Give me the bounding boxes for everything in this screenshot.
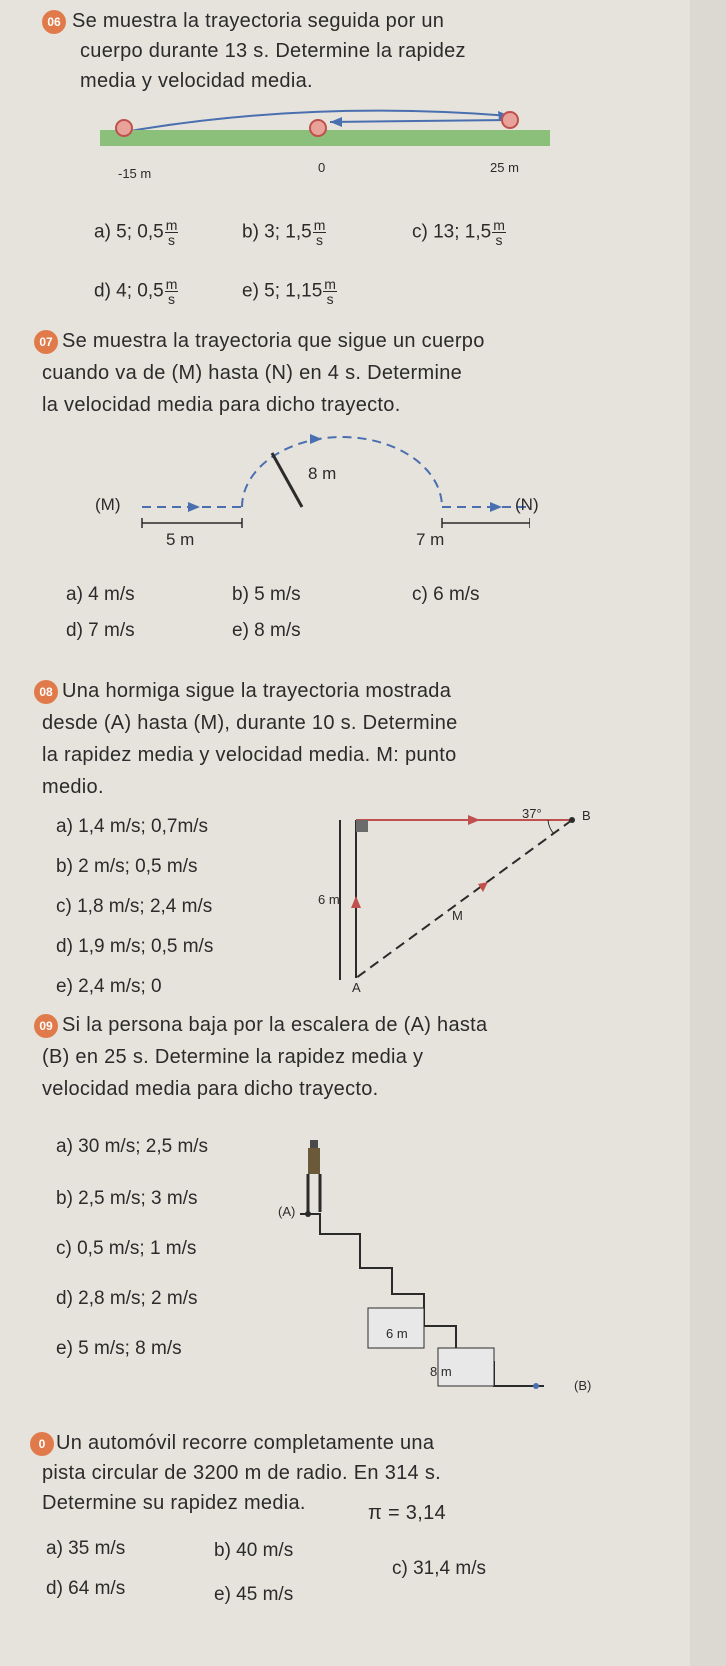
unit-denominator: s [168, 232, 176, 248]
angle-arc [548, 820, 554, 834]
option-text: c) 13; 1,5 [412, 221, 492, 243]
unit-denominator: s [495, 232, 503, 248]
option-text: d) 4; 0,5 [94, 280, 164, 302]
length-label-left: 5 m [166, 530, 195, 549]
point-label-a: A [352, 980, 361, 995]
option-text: a) 5; 0,5 [94, 221, 164, 243]
semicircle-arc [242, 437, 442, 507]
point-label-b: B [582, 808, 591, 823]
trajectory-path-back [330, 120, 510, 122]
width-label: 6 m [386, 1326, 408, 1341]
option-text: e) 5; 1,15 [242, 280, 323, 302]
problem-number-badge: 0 [30, 1432, 54, 1456]
problem-08-line-4: medio. [42, 776, 104, 798]
problem-09-line-3: velocidad media para dicho trayecto. [42, 1078, 379, 1100]
person-body [308, 1148, 320, 1174]
problem-09-line-2: (B) en 25 s. Determine la rapidez media y [42, 1046, 424, 1068]
option-c: c) 0,5 m/s; 1 m/s [56, 1238, 197, 1259]
problem-10-line-3: Determine su rapidez media. [42, 1492, 306, 1514]
problem-08-line-3: la rapidez media y velocidad media. M: punto [42, 744, 457, 766]
unit-fraction [165, 218, 179, 247]
problem-number-badge: 09 [34, 1014, 58, 1038]
problem-10-line-2: pista circular de 3200 m de radio. En 314 s. [42, 1462, 441, 1484]
position-label-start: -15 m [118, 166, 152, 181]
arrow-head [330, 117, 342, 127]
problem-number-badge: 06 [42, 10, 66, 34]
option-a: a) 30 m/s; 2,5 m/s [56, 1136, 209, 1157]
arrow-head [490, 502, 502, 512]
unit-fraction [313, 218, 327, 247]
body-position [310, 120, 326, 136]
arrow-head [468, 815, 480, 825]
body-position [502, 112, 518, 128]
unit-numerator: m [313, 217, 326, 233]
option-d: d) 7 m/s [66, 620, 135, 641]
height-label: 8 m [430, 1364, 452, 1379]
option-d: d) 64 m/s [46, 1578, 126, 1599]
point-label-b: (B) [574, 1378, 592, 1393]
point-label-n: (N) [515, 495, 539, 514]
height-label: 6 m [318, 892, 340, 907]
option-a: a) 1,4 m/s; 0,7m/s [56, 816, 209, 837]
semicircle-path-figure [130, 425, 530, 545]
option-text: b) 3; 1,5 [242, 221, 312, 243]
option-b: b) 2 m/s; 0,5 m/s [56, 856, 198, 877]
length-label-right: 7 m [416, 530, 445, 549]
option-a [94, 218, 178, 247]
unit-numerator: m [165, 276, 178, 292]
position-label-end: 25 m [490, 160, 519, 175]
arrow-head [188, 502, 200, 512]
problem-09-line-1: Si la persona baja por la escalera de (A) hasta [62, 1014, 488, 1036]
position-label-origin: 0 [318, 160, 326, 175]
option-d: d) 2,8 m/s; 2 m/s [56, 1288, 198, 1309]
option-c [412, 218, 506, 247]
problem-08-line-1: Una hormiga sigue la trayectoria mostrada [62, 680, 452, 702]
problem-06-line-3: media y velocidad media. [80, 70, 313, 92]
body-position [116, 120, 132, 136]
unit-denominator: s [326, 291, 334, 307]
unit-numerator: m [324, 276, 336, 292]
point-b-dot [533, 1383, 539, 1389]
point-b-dot [569, 817, 575, 823]
angle-label: 37° [522, 806, 542, 821]
arrow-head [310, 434, 322, 444]
unit-denominator: s [168, 291, 176, 307]
unit-fraction [323, 277, 337, 306]
option-d [94, 277, 178, 306]
option-e: e) 8 m/s [232, 620, 301, 641]
option-e: e) 2,4 m/s; 0 [56, 976, 162, 997]
problem-10-line-1: Un automóvil recorre completamente una [56, 1432, 435, 1454]
option-a: a) 35 m/s [46, 1538, 126, 1559]
option-b: b) 2,5 m/s; 3 m/s [56, 1188, 198, 1209]
problem-number-badge: 08 [34, 680, 58, 704]
staircase-outline [300, 1214, 544, 1386]
option-e: e) 5 m/s; 8 m/s [56, 1338, 182, 1359]
problem-06-line-2: cuerpo durante 13 s. Determine la rapidez [80, 40, 466, 62]
triangle-figure [320, 800, 600, 1000]
unit-numerator: m [493, 217, 505, 233]
person-head [310, 1140, 318, 1148]
triangle-hypotenuse [356, 820, 572, 978]
unit-fraction [165, 277, 179, 306]
problem-07-line-2: cuando va de (M) hasta (N) en 4 s. Determine [42, 362, 463, 384]
unit-fraction [492, 218, 506, 247]
point-label-m: (M) [95, 495, 121, 514]
point-label-a: (A) [278, 1204, 296, 1219]
spiral-binding [690, 0, 726, 1666]
radius-label: 8 m [308, 464, 337, 483]
option-b: b) 5 m/s [232, 584, 301, 605]
option-d: d) 1,9 m/s; 0,5 m/s [56, 936, 214, 957]
unit-denominator: s [316, 232, 324, 248]
radius-line [272, 453, 302, 507]
problem-07-line-1: Se muestra la trayectoria que sigue un cuerpo [62, 330, 485, 352]
problem-06-line-1: Se muestra la trayectoria seguida por un [72, 10, 445, 32]
problem-08-line-2: desde (A) hasta (M), durante 10 s. Determine [42, 712, 458, 734]
option-b [242, 218, 326, 247]
staircase-figure [280, 1130, 580, 1430]
option-e: e) 45 m/s [214, 1584, 294, 1605]
problem-07-line-3: la velocidad media para dicho trayecto. [42, 394, 401, 416]
option-c: c) 31,4 m/s [392, 1558, 486, 1579]
option-a: a) 4 m/s [66, 584, 135, 605]
option-b: b) 40 m/s [214, 1540, 294, 1561]
unit-numerator: m [165, 217, 178, 233]
option-e [242, 277, 337, 306]
option-c: c) 1,8 m/s; 2,4 m/s [56, 896, 213, 917]
problem-number-badge: 07 [34, 330, 58, 354]
right-angle-mark [356, 820, 368, 832]
arrow-head [351, 896, 361, 908]
option-c: c) 6 m/s [412, 584, 480, 605]
midpoint-label-m: M [452, 908, 463, 923]
pi-value: π = 3,14 [368, 1502, 446, 1524]
